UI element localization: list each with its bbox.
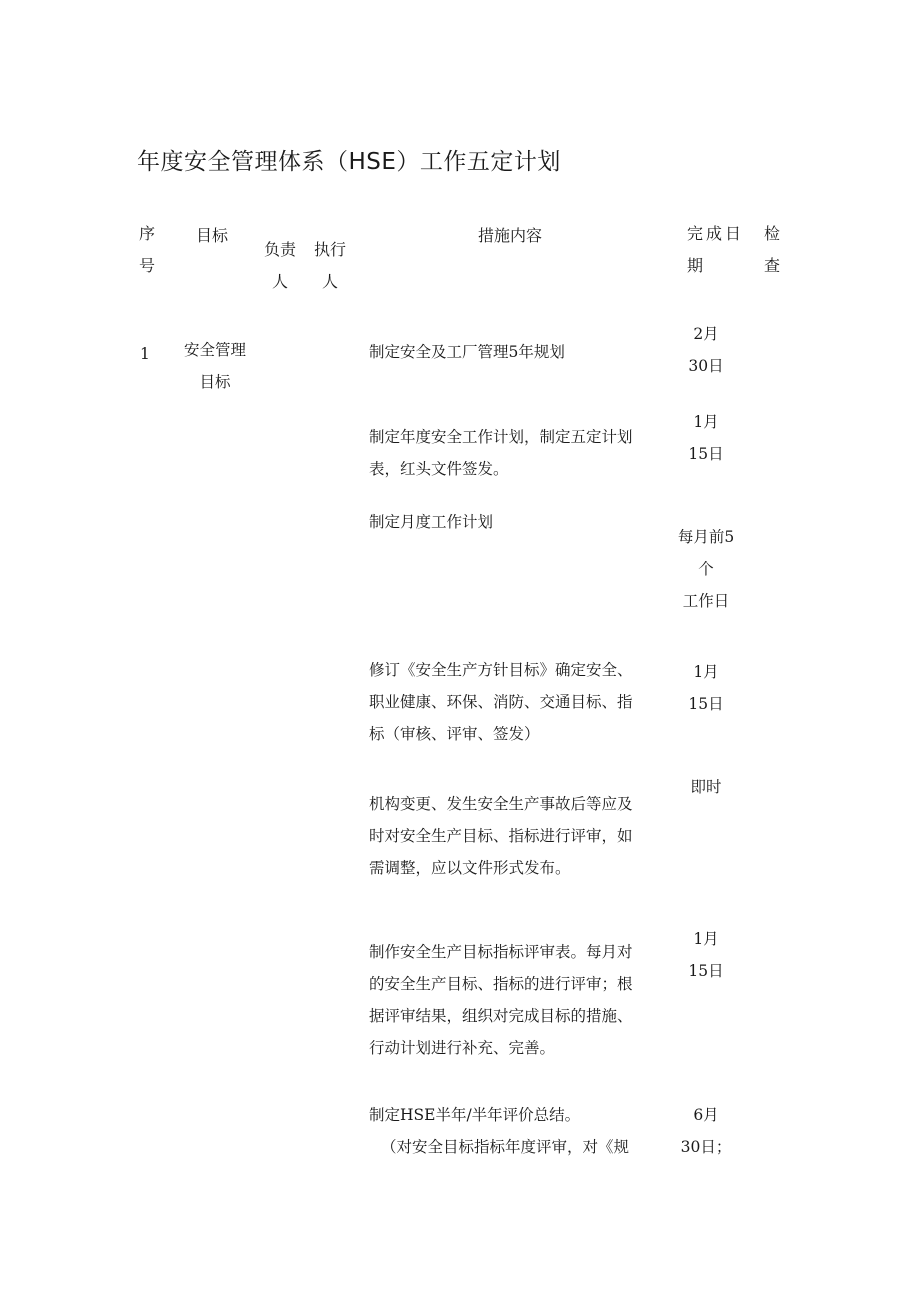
header-measure: 措施内容 xyxy=(478,226,543,245)
due-date-line: 30日 xyxy=(688,357,724,375)
header-date xyxy=(687,218,744,282)
measure-line: 制定HSE半年/半年评价总结。 xyxy=(369,1106,581,1124)
header-owner-line: 人 xyxy=(271,272,288,291)
due-date-line: 15日 xyxy=(688,445,724,463)
due-date-line: 15日 xyxy=(688,695,724,713)
due-date xyxy=(666,406,746,470)
row-goal xyxy=(178,334,252,398)
measure-line: 制定安全及工厂管理5年规划 xyxy=(369,343,565,361)
due-date-line: 个 xyxy=(698,560,714,578)
header-executor xyxy=(312,234,348,298)
header-date-line: 完成日 xyxy=(687,224,745,243)
row-goal-line: 安全管理 xyxy=(183,341,246,359)
measure-line: 机构变更、发生安全生产事故后等应及 xyxy=(369,795,633,813)
measure-item xyxy=(369,1099,669,1163)
measure-line: 制定年度安全工作计划，制定五定计划 xyxy=(369,428,633,446)
header-executor-line: 人 xyxy=(321,272,338,291)
header-seq-line: 号 xyxy=(139,256,156,275)
due-date-line: 工作日 xyxy=(682,592,730,610)
due-date-line: 1月 xyxy=(693,930,719,948)
measure-line: 时对安全生产目标、指标进行评审，如 xyxy=(369,827,633,845)
due-date xyxy=(666,656,746,720)
due-date-line: 1月 xyxy=(693,663,719,681)
measure-line: 制作安全生产目标指标评审表。每月对 xyxy=(369,943,633,961)
measure-line: 制定月度工作计划 xyxy=(369,513,494,531)
measure-line: 行动计划进行补充、完善。 xyxy=(369,1039,556,1057)
due-date xyxy=(666,521,746,617)
row-goal-line: 目标 xyxy=(199,373,231,391)
header-check-line: 查 xyxy=(764,256,781,275)
header-date-line: 期 xyxy=(687,256,704,275)
row-seq: 1 xyxy=(140,345,150,363)
measure-line: 职业健康、环保、消防、交通目标、指 xyxy=(369,693,633,711)
header-seq xyxy=(139,218,155,282)
measure-item xyxy=(369,336,669,368)
due-date xyxy=(666,318,746,382)
header-owner xyxy=(262,234,298,298)
due-date-line: 6月 xyxy=(693,1106,719,1124)
measure-item xyxy=(369,654,669,750)
due-date-line: 15日 xyxy=(688,962,724,980)
measure-item xyxy=(369,421,669,485)
header-goal: 目标 xyxy=(196,226,229,245)
due-date-line: 即时 xyxy=(690,778,722,796)
measure-line: 的安全生产目标、指标的进行评审；根 xyxy=(369,975,633,993)
measure-line: 据评审结果，组织对完成目标的措施、 xyxy=(369,1007,633,1025)
due-date xyxy=(666,923,746,987)
header-check-line: 检 xyxy=(764,224,781,243)
measure-item xyxy=(369,506,669,538)
due-date-line: 30日； xyxy=(680,1138,732,1156)
page-title: 年度安全管理体系（HSE）工作五定计划 xyxy=(137,149,561,175)
header-executor-line: 执行 xyxy=(313,240,346,259)
measure-item xyxy=(369,788,669,884)
measure-line: 标（审核、评审、签发） xyxy=(369,725,540,743)
measure-line: 修订《安全生产方针目标》确定安全、 xyxy=(369,661,633,679)
due-date xyxy=(666,1099,746,1163)
header-check xyxy=(764,218,780,282)
due-date-line: 1月 xyxy=(693,413,719,431)
header-seq-line: 序 xyxy=(139,224,156,243)
measure-line: 表，红头文件签发。 xyxy=(369,460,509,478)
due-date xyxy=(666,771,746,803)
header-owner-line: 负责 xyxy=(263,240,296,259)
due-date-line: 每月前5 xyxy=(677,528,735,546)
measure-line: （对安全目标指标年度评审，对《规 xyxy=(381,1138,630,1156)
due-date-line: 2月 xyxy=(693,325,719,343)
measure-item xyxy=(369,936,669,1064)
measure-line: 需调整，应以文件形式发布。 xyxy=(369,859,571,877)
